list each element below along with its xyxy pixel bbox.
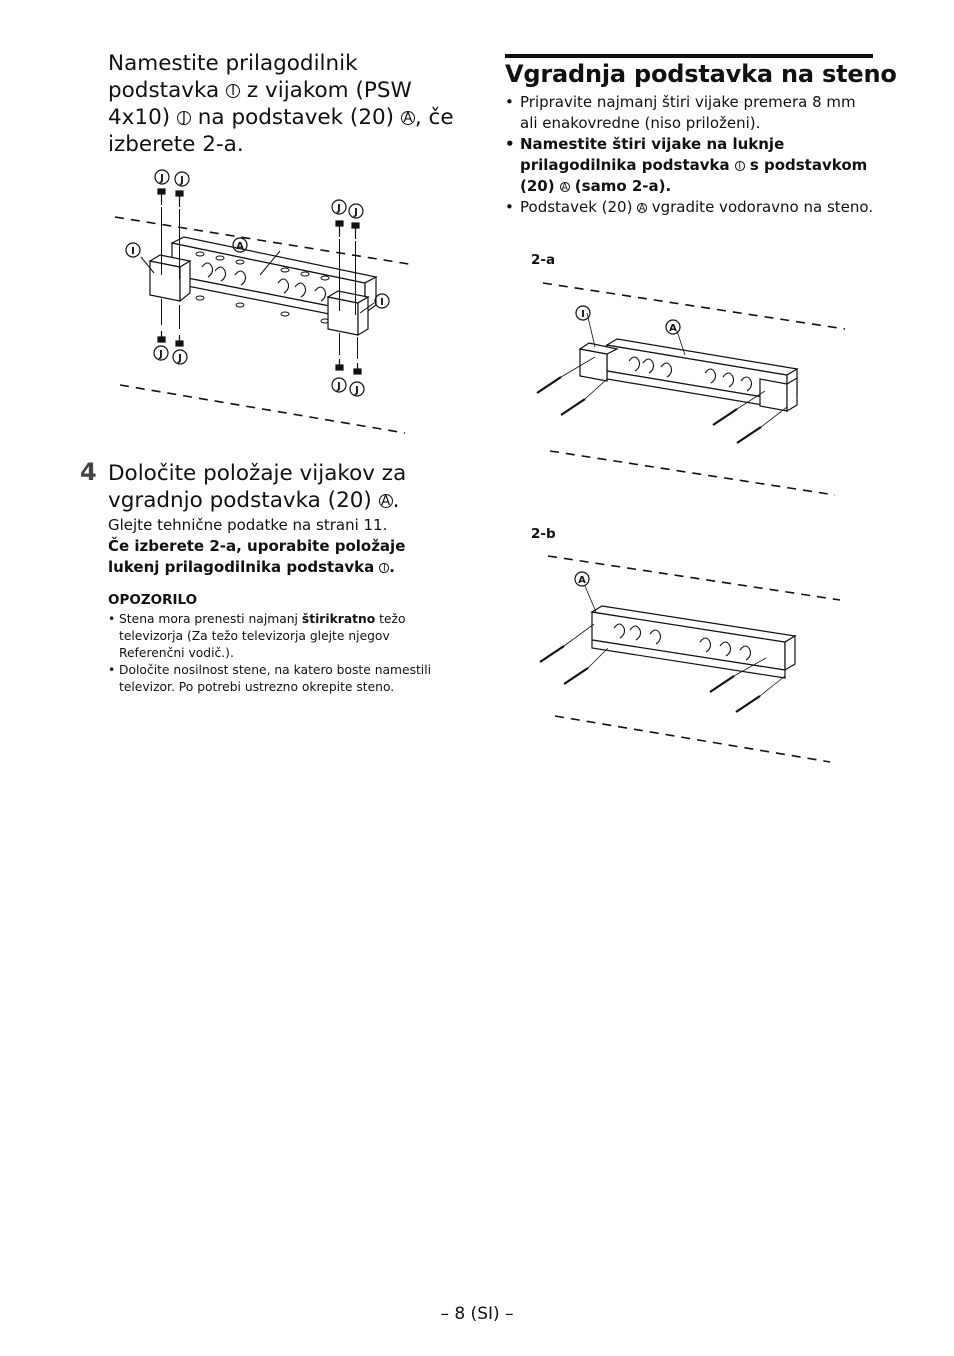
figure-bracket-adapter [110, 165, 430, 440]
caution-list [108, 611, 438, 696]
caution-title: OPOZORILO [108, 592, 198, 608]
callout-a-icon: A [561, 181, 568, 193]
step4-body [108, 515, 428, 578]
callout-j-label: J [354, 207, 358, 218]
step4-title-text: Določite položaje vijakov za vgradnjo podstavka (20) [108, 461, 407, 513]
step3-text-3: na podstavek (20) [190, 105, 401, 130]
callout-j-label: J [355, 385, 359, 396]
callout-i-icon: I [226, 84, 240, 98]
step4-note [108, 536, 428, 578]
bullet-item [505, 92, 877, 134]
bullet-text: Namestite štiri vijake na luknje prilagodilnika podstavka [520, 135, 785, 174]
bullet-item [505, 197, 877, 218]
section-title: Vgradnja podstavka na steno [505, 60, 897, 88]
step4-title [108, 460, 448, 514]
callout-j-label: J [180, 175, 184, 186]
callout-j-label: J [178, 353, 182, 364]
figure-label-2b: 2-b [531, 526, 556, 542]
figure-2b-wall-mount [530, 550, 845, 768]
callout-i-label: I [380, 297, 384, 308]
page-number: – 8 (SI) – [440, 1304, 514, 1324]
callout-a-icon: A [401, 111, 415, 125]
callout-a-icon: A [379, 494, 393, 508]
step-number: 4 [80, 458, 97, 486]
bullet-text: vgradite vodoravno na steno. [646, 198, 874, 216]
bullet-text: Pripravite najmanj štiri vijake premera 8 mm ali enakovredne (niso priloženi). [520, 93, 856, 132]
caution-item [108, 662, 438, 696]
callout-i-icon: I [379, 563, 389, 573]
caution-text: težo televizorja (Za težo televizorja glejte njegov Referenčni vodič.). [119, 612, 406, 660]
callout-a-icon: A [638, 202, 646, 214]
step4-note-text: Če izberete 2-a, uporabite položaje lukenj prilagodilnika podstavka [108, 537, 406, 576]
callout-a-label: A [578, 575, 586, 586]
callout-j-label: J [337, 203, 341, 214]
step3-instruction [108, 50, 468, 158]
step4-reference: Glejte tehnične podatke na strani 11. [108, 516, 388, 534]
section-bullets [505, 92, 877, 218]
callout-a-label: A [669, 323, 677, 334]
step3-text-2: z vijakom (PSW 4x10) [108, 78, 412, 130]
bullet-text: Podstavek (20) [520, 198, 638, 216]
callout-i-label: I [581, 309, 585, 320]
callout-a-label: A [236, 241, 244, 252]
callout-i-icon: I [735, 161, 745, 171]
bullet-text: s podstavkom (20) [520, 156, 868, 195]
figure-label-2a: 2-a [531, 252, 556, 268]
callout-j-icon: J [177, 111, 191, 125]
step4-note-end: . [389, 558, 395, 576]
caution-emphasis: štirikratno [301, 612, 376, 626]
step3-text-1: Namestite prilagodilnik podstavka [108, 51, 358, 103]
caution-text: Stena mora prenesti najmanj [119, 612, 302, 626]
bullet-text: (samo 2-a). [569, 177, 672, 195]
caution-text: Določite nosilnost stene, na katero boste namestili televizor. Po potrebi ustrezno okrepite steno. [119, 663, 432, 694]
callout-j-label: J [160, 173, 164, 184]
bullet-item [505, 134, 877, 197]
callout-i-label: I [131, 246, 135, 257]
step4-title-end: . [392, 488, 400, 513]
callout-j-label: J [337, 381, 341, 392]
figure-2a-wall-mount [525, 275, 850, 500]
step3-text-4: , če izberete 2-a. [108, 105, 454, 157]
caution-item [108, 611, 438, 662]
callout-j-label: J [159, 349, 163, 360]
section-rule [505, 54, 873, 58]
